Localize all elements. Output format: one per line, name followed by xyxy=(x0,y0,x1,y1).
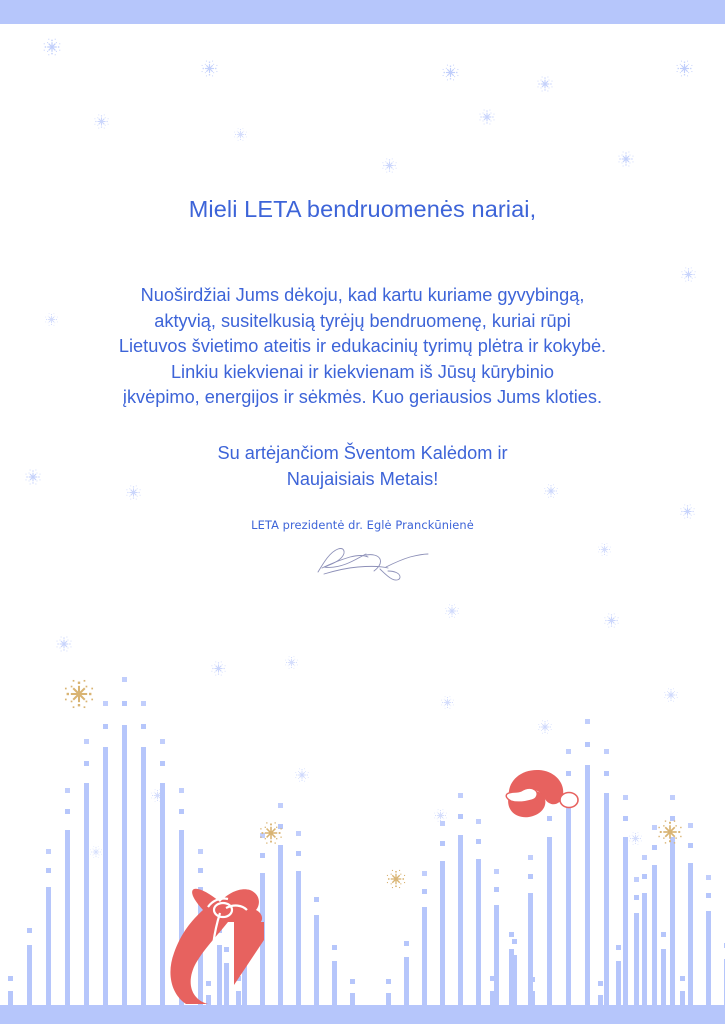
wishes-line-1: Su artėjančiom Šventom Kalėdom ir xyxy=(217,443,508,463)
bar-dot xyxy=(528,874,533,879)
snowflake-icon xyxy=(617,150,635,168)
bar xyxy=(604,793,609,1005)
snowflake-icon xyxy=(537,719,553,735)
snowflake-icon xyxy=(284,655,299,670)
snowflake-icon xyxy=(628,831,643,846)
bar xyxy=(404,957,409,1005)
star-burst-icon xyxy=(62,677,96,711)
bar-dot xyxy=(458,793,463,798)
santa-hat-icon xyxy=(497,767,583,823)
snowflake-icon xyxy=(478,108,496,126)
bar xyxy=(509,949,514,1005)
bar xyxy=(661,949,666,1005)
bar xyxy=(688,863,693,1005)
bar xyxy=(440,861,445,1005)
bar-dot xyxy=(688,843,693,848)
bar xyxy=(616,961,621,1005)
bar-dot xyxy=(440,841,445,846)
bar-dot xyxy=(585,742,590,747)
bar-dot xyxy=(103,701,108,706)
bar xyxy=(332,961,337,1005)
snowflake-icon xyxy=(294,767,310,783)
snowflake-icon xyxy=(603,612,620,629)
snowflake-icon xyxy=(150,788,165,803)
bar-dot xyxy=(509,932,514,937)
bar xyxy=(141,747,146,1005)
bar-dot xyxy=(604,749,609,754)
body-paragraph xyxy=(0,283,725,411)
bar-dot xyxy=(46,849,51,854)
bar xyxy=(65,830,70,1005)
star-burst-icon xyxy=(258,820,284,846)
bar-dot xyxy=(65,809,70,814)
bar-dot xyxy=(179,788,184,793)
bar xyxy=(494,905,499,1005)
bar-dot xyxy=(84,739,89,744)
bar xyxy=(634,913,639,1005)
bar-dot xyxy=(688,823,693,828)
bar-dot xyxy=(642,874,647,879)
bar-dot xyxy=(458,814,463,819)
bar-dot xyxy=(476,819,481,824)
bar-dot xyxy=(476,839,481,844)
bar xyxy=(160,783,165,1005)
wishes-paragraph xyxy=(0,441,725,492)
bar-dot xyxy=(706,875,711,880)
bar xyxy=(122,725,127,1005)
bar xyxy=(314,915,319,1005)
snowflake-icon xyxy=(42,37,62,57)
body-line-5: įkvėpimo, energijos ir sėkmės. Kuo geriausios Jums kloties. xyxy=(122,387,603,408)
snowflake-icon xyxy=(663,687,679,703)
snowflake-icon xyxy=(381,157,398,174)
snowflake-icon xyxy=(89,845,103,859)
bar-dot xyxy=(122,677,127,682)
bar xyxy=(458,835,463,1005)
bar xyxy=(670,837,675,1005)
bar-dot xyxy=(46,868,51,873)
body-line-2: aktyvią, susitelkusią tyrėjų bendruomenę, kuriai rūpi xyxy=(154,310,571,331)
greeting-heading: Mieli LETA bendruomenės nariai, xyxy=(188,196,537,222)
bar-dot xyxy=(528,855,533,860)
bar-dot xyxy=(350,979,355,984)
bar-dot xyxy=(623,795,628,800)
snowflake-icon xyxy=(675,59,694,78)
bar-dot xyxy=(386,979,391,984)
bar xyxy=(623,837,628,1005)
snowflake-icon xyxy=(200,59,219,78)
bar-dot xyxy=(198,849,203,854)
bar xyxy=(103,747,108,1005)
bar-dot xyxy=(260,853,265,858)
bar xyxy=(528,893,533,1005)
snowflake-icon xyxy=(597,542,612,557)
snowflake-icon xyxy=(536,75,554,93)
snowflake-icon xyxy=(444,603,460,619)
bar xyxy=(490,991,495,1005)
santa-sack-icon xyxy=(168,877,280,1007)
bar-dot xyxy=(160,739,165,744)
bar xyxy=(386,993,391,1005)
body-line-4: Linkiu kiekvienai ir kiekvienam iš Jūsų kūrybinio xyxy=(170,361,555,382)
snowflake-icon xyxy=(441,63,460,82)
snowflake-icon xyxy=(440,695,455,710)
bar-dot xyxy=(8,976,13,981)
bar-dot xyxy=(65,788,70,793)
snowflake-icon xyxy=(55,635,73,653)
bar-dot xyxy=(585,719,590,724)
snowflake-icon xyxy=(680,266,697,283)
bar-dot xyxy=(314,897,319,902)
bar xyxy=(652,865,657,1005)
bar-dot xyxy=(494,887,499,892)
snowflake-icon xyxy=(433,808,448,823)
bar xyxy=(46,887,51,1005)
bar-dot xyxy=(623,816,628,821)
bar xyxy=(8,991,13,1005)
bar xyxy=(27,945,32,1005)
bar-dot xyxy=(661,932,666,937)
bar-dot xyxy=(642,855,647,860)
bar-dot xyxy=(566,749,571,754)
bar xyxy=(547,837,552,1005)
bar-dot xyxy=(198,868,203,873)
signature-name: LETA prezidentė dr. Eglė Pranckūnienė xyxy=(251,518,474,532)
snowflake-icon xyxy=(679,503,696,520)
bar xyxy=(296,871,301,1005)
bar xyxy=(598,995,603,1005)
bar-dot xyxy=(179,809,184,814)
snowflake-icon xyxy=(233,127,248,142)
snowflake-icon xyxy=(210,660,227,677)
bar xyxy=(422,907,427,1005)
bar xyxy=(585,765,590,1005)
bar-dot xyxy=(634,877,639,882)
bar-dot xyxy=(512,939,517,944)
bar-dot xyxy=(160,761,165,766)
star-burst-icon xyxy=(385,868,407,890)
bar xyxy=(642,893,647,1005)
bar xyxy=(706,911,711,1005)
bar-dot xyxy=(84,761,89,766)
bar-dot xyxy=(494,869,499,874)
handwritten-signature xyxy=(300,538,430,588)
bar-dot xyxy=(680,976,685,981)
bar-dot xyxy=(670,795,675,800)
bar-dot xyxy=(604,771,609,776)
bar-dot xyxy=(404,941,409,946)
body-line-3: Lietuvos švietimo ateitis ir edukacinių tyrimų plėtra ir kokybė. xyxy=(118,336,607,357)
bar-dot xyxy=(490,976,495,981)
bar xyxy=(680,991,685,1005)
body-line-1: Nuoširdžiai Jums dėkoju, kad kartu kuriame gyvybingą, xyxy=(140,285,585,305)
bar xyxy=(350,993,355,1005)
bar xyxy=(566,793,571,1005)
wishes-line-2: Naujaisiais Metais! xyxy=(286,468,439,489)
bar-dot xyxy=(278,803,283,808)
bar-dot xyxy=(296,851,301,856)
bar-dot xyxy=(122,701,127,706)
bar-dot xyxy=(103,724,108,729)
bar-dot xyxy=(706,893,711,898)
bar-dot xyxy=(332,945,337,950)
bar-dot xyxy=(422,871,427,876)
bar xyxy=(476,859,481,1005)
bar-dot xyxy=(296,831,301,836)
bar-dot xyxy=(616,945,621,950)
bar-dot xyxy=(598,981,603,986)
star-burst-icon xyxy=(656,818,684,846)
bar-dot xyxy=(634,895,639,900)
bar xyxy=(84,783,89,1005)
bar-dot xyxy=(141,724,146,729)
snowflake-icon xyxy=(93,113,110,130)
bar-dot xyxy=(422,889,427,894)
bar-dot xyxy=(141,701,146,706)
bar-dot xyxy=(27,928,32,933)
